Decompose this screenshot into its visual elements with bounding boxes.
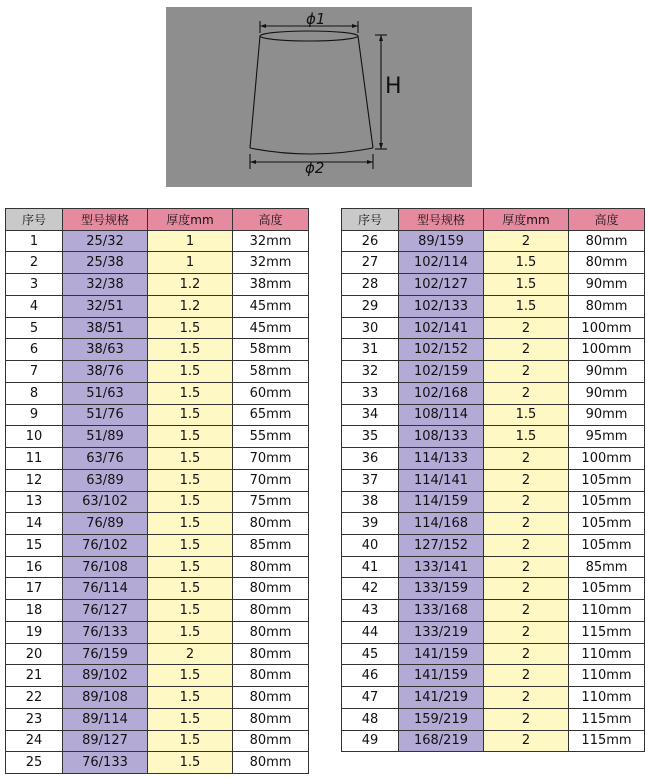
cell-index: 9 bbox=[6, 404, 63, 426]
cell-height: 100mm bbox=[569, 339, 645, 361]
cell-height: 58mm bbox=[233, 361, 309, 383]
cell-model: 38/76 bbox=[63, 361, 148, 383]
cell-model: 159/219 bbox=[399, 708, 484, 730]
table-row bbox=[6, 426, 309, 448]
cell-index: 41 bbox=[342, 556, 399, 578]
cell-index: 17 bbox=[6, 578, 63, 600]
cell-thickness: 1.5 bbox=[148, 708, 233, 730]
table-row bbox=[342, 469, 645, 491]
cell-model: 141/159 bbox=[399, 665, 484, 687]
table-row bbox=[6, 730, 309, 752]
header-thickness: 厚度mm bbox=[148, 209, 233, 231]
cell-index: 24 bbox=[6, 730, 63, 752]
cell-height: 80mm bbox=[233, 730, 309, 752]
cell-height: 38mm bbox=[233, 274, 309, 296]
cell-height: 90mm bbox=[569, 382, 645, 404]
cell-thickness: 1.5 bbox=[148, 448, 233, 470]
table-row bbox=[6, 339, 309, 361]
table-row bbox=[342, 317, 645, 339]
header-model: 型号规格 bbox=[399, 209, 484, 231]
cell-height: 85mm bbox=[569, 556, 645, 578]
cell-model: 102/159 bbox=[399, 361, 484, 383]
table-row bbox=[6, 317, 309, 339]
cell-height: 105mm bbox=[569, 469, 645, 491]
table-row bbox=[6, 513, 309, 535]
table-row bbox=[6, 491, 309, 513]
cell-index: 22 bbox=[6, 687, 63, 709]
cell-model: 108/114 bbox=[399, 404, 484, 426]
cell-thickness: 2 bbox=[484, 665, 569, 687]
cell-index: 36 bbox=[342, 448, 399, 470]
cell-height: 80mm bbox=[233, 621, 309, 643]
cell-model: 102/114 bbox=[399, 252, 484, 274]
cell-model: 51/89 bbox=[63, 426, 148, 448]
cell-height: 85mm bbox=[233, 535, 309, 557]
table-row bbox=[342, 448, 645, 470]
cell-index: 30 bbox=[342, 317, 399, 339]
table-row bbox=[342, 556, 645, 578]
cell-model: 25/32 bbox=[63, 230, 148, 252]
cell-model: 133/168 bbox=[399, 600, 484, 622]
cell-height: 105mm bbox=[569, 491, 645, 513]
cell-height: 115mm bbox=[569, 730, 645, 752]
cell-model: 133/219 bbox=[399, 621, 484, 643]
cell-model: 89/102 bbox=[63, 665, 148, 687]
table-row bbox=[342, 404, 645, 426]
table-row bbox=[6, 382, 309, 404]
cell-index: 49 bbox=[342, 730, 399, 752]
cell-thickness: 2 bbox=[484, 535, 569, 557]
cell-model: 76/108 bbox=[63, 556, 148, 578]
cell-thickness: 2 bbox=[484, 230, 569, 252]
cell-height: 80mm bbox=[233, 687, 309, 709]
cell-height: 70mm bbox=[233, 469, 309, 491]
cell-index: 23 bbox=[6, 708, 63, 730]
table-row bbox=[6, 556, 309, 578]
cell-index: 31 bbox=[342, 339, 399, 361]
cell-index: 37 bbox=[342, 469, 399, 491]
cell-index: 48 bbox=[342, 708, 399, 730]
cell-height: 80mm bbox=[233, 708, 309, 730]
cell-height: 80mm bbox=[233, 665, 309, 687]
cell-thickness: 2 bbox=[484, 513, 569, 535]
cell-height: 58mm bbox=[233, 339, 309, 361]
cell-model: 32/51 bbox=[63, 295, 148, 317]
cell-index: 46 bbox=[342, 665, 399, 687]
cell-height: 110mm bbox=[569, 687, 645, 709]
cell-thickness: 1.5 bbox=[148, 469, 233, 491]
cell-thickness: 1.5 bbox=[484, 274, 569, 296]
cell-height: 110mm bbox=[569, 600, 645, 622]
cell-model: 89/114 bbox=[63, 708, 148, 730]
cell-height: 45mm bbox=[233, 317, 309, 339]
cell-thickness: 1.5 bbox=[148, 404, 233, 426]
cell-index: 3 bbox=[6, 274, 63, 296]
cell-height: 70mm bbox=[233, 448, 309, 470]
table-row bbox=[342, 687, 645, 709]
table-row bbox=[342, 274, 645, 296]
cell-model: 38/63 bbox=[63, 339, 148, 361]
spec-table-right-body bbox=[342, 230, 645, 752]
cell-index: 38 bbox=[342, 491, 399, 513]
cell-index: 18 bbox=[6, 600, 63, 622]
cell-height: 80mm bbox=[569, 295, 645, 317]
cell-index: 4 bbox=[6, 295, 63, 317]
cell-model: 102/133 bbox=[399, 295, 484, 317]
spec-table-right bbox=[341, 208, 645, 752]
cell-thickness: 2 bbox=[484, 621, 569, 643]
cell-model: 133/159 bbox=[399, 578, 484, 600]
cell-height: 80mm bbox=[233, 643, 309, 665]
cell-height: 110mm bbox=[569, 643, 645, 665]
cell-height: 115mm bbox=[569, 621, 645, 643]
table-row bbox=[6, 448, 309, 470]
cell-index: 34 bbox=[342, 404, 399, 426]
cell-height: 75mm bbox=[233, 491, 309, 513]
table-row bbox=[6, 274, 309, 296]
header-model: 型号规格 bbox=[63, 209, 148, 231]
cell-thickness: 2 bbox=[484, 643, 569, 665]
cell-index: 29 bbox=[342, 295, 399, 317]
cell-height: 100mm bbox=[569, 448, 645, 470]
cell-index: 28 bbox=[342, 274, 399, 296]
table-row bbox=[342, 621, 645, 643]
cell-index: 7 bbox=[6, 361, 63, 383]
cell-index: 12 bbox=[6, 469, 63, 491]
table-row bbox=[6, 708, 309, 730]
cell-index: 47 bbox=[342, 687, 399, 709]
cell-thickness: 1.5 bbox=[148, 382, 233, 404]
table-row bbox=[342, 708, 645, 730]
cell-height: 105mm bbox=[569, 578, 645, 600]
cell-height: 110mm bbox=[569, 665, 645, 687]
cell-thickness: 1.5 bbox=[148, 556, 233, 578]
cell-thickness: 2 bbox=[484, 448, 569, 470]
cell-thickness: 1.2 bbox=[148, 295, 233, 317]
cell-index: 32 bbox=[342, 361, 399, 383]
table-row bbox=[6, 752, 309, 774]
table-row bbox=[6, 535, 309, 557]
cell-model: 89/108 bbox=[63, 687, 148, 709]
cell-model: 63/102 bbox=[63, 491, 148, 513]
cell-height: 105mm bbox=[569, 513, 645, 535]
diameter-1-label: ϕ1 bbox=[306, 10, 326, 28]
cell-thickness: 1.2 bbox=[148, 274, 233, 296]
cell-index: 16 bbox=[6, 556, 63, 578]
table-row bbox=[6, 665, 309, 687]
table-row bbox=[342, 730, 645, 752]
cell-model: 76/89 bbox=[63, 513, 148, 535]
table-row bbox=[6, 687, 309, 709]
cell-model: 102/168 bbox=[399, 382, 484, 404]
cell-thickness: 1.5 bbox=[148, 535, 233, 557]
cell-model: 76/114 bbox=[63, 578, 148, 600]
header-index: 序号 bbox=[6, 209, 63, 231]
cell-index: 10 bbox=[6, 426, 63, 448]
cell-index: 11 bbox=[6, 448, 63, 470]
cell-thickness: 1.5 bbox=[148, 491, 233, 513]
cell-model: 127/152 bbox=[399, 535, 484, 557]
cell-height: 105mm bbox=[569, 535, 645, 557]
table-row bbox=[6, 230, 309, 252]
cell-model: 102/141 bbox=[399, 317, 484, 339]
spec-table-left bbox=[5, 208, 309, 774]
cell-thickness: 1.5 bbox=[148, 621, 233, 643]
cell-thickness: 2 bbox=[484, 708, 569, 730]
cell-height: 80mm bbox=[233, 556, 309, 578]
header-height: 高度 bbox=[233, 209, 309, 231]
cell-index: 14 bbox=[6, 513, 63, 535]
table-row bbox=[342, 643, 645, 665]
cell-model: 141/219 bbox=[399, 687, 484, 709]
cell-height: 90mm bbox=[569, 404, 645, 426]
height-label: H bbox=[385, 74, 402, 99]
cell-thickness: 1.5 bbox=[484, 426, 569, 448]
cell-thickness: 2 bbox=[484, 317, 569, 339]
table-row bbox=[342, 491, 645, 513]
cell-model: 25/38 bbox=[63, 252, 148, 274]
cell-height: 32mm bbox=[233, 252, 309, 274]
cell-model: 32/38 bbox=[63, 274, 148, 296]
table-row bbox=[342, 426, 645, 448]
cell-height: 80mm bbox=[233, 600, 309, 622]
cell-thickness: 1.5 bbox=[148, 687, 233, 709]
cell-thickness: 2 bbox=[484, 382, 569, 404]
table-row bbox=[6, 578, 309, 600]
cell-thickness: 1.5 bbox=[148, 426, 233, 448]
cell-index: 40 bbox=[342, 535, 399, 557]
cell-height: 80mm bbox=[233, 752, 309, 774]
cell-index: 35 bbox=[342, 426, 399, 448]
cell-index: 15 bbox=[6, 535, 63, 557]
cell-model: 38/51 bbox=[63, 317, 148, 339]
cell-model: 102/152 bbox=[399, 339, 484, 361]
cell-index: 33 bbox=[342, 382, 399, 404]
cell-thickness: 2 bbox=[484, 556, 569, 578]
cell-index: 20 bbox=[6, 643, 63, 665]
cell-model: 89/127 bbox=[63, 730, 148, 752]
cell-thickness: 1 bbox=[148, 252, 233, 274]
cell-height: 95mm bbox=[569, 426, 645, 448]
cell-index: 25 bbox=[6, 752, 63, 774]
cell-model: 76/133 bbox=[63, 752, 148, 774]
cell-thickness: 1.5 bbox=[148, 513, 233, 535]
table-row bbox=[6, 295, 309, 317]
cell-model: 51/76 bbox=[63, 404, 148, 426]
cell-thickness: 1.5 bbox=[484, 295, 569, 317]
cell-model: 141/159 bbox=[399, 643, 484, 665]
table-row bbox=[342, 600, 645, 622]
cell-thickness: 2 bbox=[484, 469, 569, 491]
cell-model: 76/102 bbox=[63, 535, 148, 557]
cell-model: 63/89 bbox=[63, 469, 148, 491]
table-header-row bbox=[342, 209, 645, 231]
cell-model: 114/141 bbox=[399, 469, 484, 491]
cell-thickness: 2 bbox=[148, 643, 233, 665]
cell-thickness: 1.5 bbox=[148, 600, 233, 622]
cell-thickness: 2 bbox=[484, 687, 569, 709]
cell-thickness: 1.5 bbox=[148, 752, 233, 774]
header-index: 序号 bbox=[342, 209, 399, 231]
cell-model: 114/159 bbox=[399, 491, 484, 513]
cell-thickness: 2 bbox=[484, 361, 569, 383]
table-row bbox=[342, 361, 645, 383]
cell-model: 76/159 bbox=[63, 643, 148, 665]
cell-index: 26 bbox=[342, 230, 399, 252]
cell-thickness: 1.5 bbox=[148, 361, 233, 383]
cell-height: 65mm bbox=[233, 404, 309, 426]
table-row bbox=[6, 643, 309, 665]
cell-height: 90mm bbox=[569, 274, 645, 296]
cell-height: 45mm bbox=[233, 295, 309, 317]
cell-index: 39 bbox=[342, 513, 399, 535]
table-row bbox=[342, 230, 645, 252]
cell-model: 108/133 bbox=[399, 426, 484, 448]
table-row bbox=[342, 578, 645, 600]
cell-index: 27 bbox=[342, 252, 399, 274]
cell-index: 42 bbox=[342, 578, 399, 600]
cell-index: 45 bbox=[342, 643, 399, 665]
cell-height: 55mm bbox=[233, 426, 309, 448]
cell-index: 6 bbox=[6, 339, 63, 361]
cell-index: 43 bbox=[342, 600, 399, 622]
table-row bbox=[6, 621, 309, 643]
cell-model: 168/219 bbox=[399, 730, 484, 752]
table-row bbox=[342, 295, 645, 317]
cell-index: 1 bbox=[6, 230, 63, 252]
cell-height: 60mm bbox=[233, 382, 309, 404]
cell-height: 90mm bbox=[569, 361, 645, 383]
cell-index: 2 bbox=[6, 252, 63, 274]
cell-thickness: 1.5 bbox=[484, 252, 569, 274]
table-row bbox=[6, 252, 309, 274]
cell-thickness: 2 bbox=[484, 578, 569, 600]
cell-thickness: 2 bbox=[484, 339, 569, 361]
cell-thickness: 1.5 bbox=[148, 578, 233, 600]
table-row bbox=[6, 404, 309, 426]
table-row bbox=[342, 513, 645, 535]
table-row bbox=[342, 535, 645, 557]
cell-height: 80mm bbox=[233, 513, 309, 535]
cell-thickness: 2 bbox=[484, 600, 569, 622]
cell-model: 63/76 bbox=[63, 448, 148, 470]
dimension-diagram bbox=[166, 7, 472, 187]
header-thickness: 厚度mm bbox=[484, 209, 569, 231]
cell-model: 114/168 bbox=[399, 513, 484, 535]
cell-thickness: 2 bbox=[484, 730, 569, 752]
table-header-row bbox=[6, 209, 309, 231]
cell-height: 32mm bbox=[233, 230, 309, 252]
cell-height: 80mm bbox=[569, 252, 645, 274]
table-row bbox=[6, 469, 309, 491]
cell-model: 114/133 bbox=[399, 448, 484, 470]
cell-height: 115mm bbox=[569, 708, 645, 730]
cell-height: 80mm bbox=[233, 578, 309, 600]
cell-model: 51/63 bbox=[63, 382, 148, 404]
cell-thickness: 1.5 bbox=[484, 404, 569, 426]
cell-index: 8 bbox=[6, 382, 63, 404]
spec-table-left-body bbox=[6, 230, 309, 773]
cell-thickness: 1.5 bbox=[148, 665, 233, 687]
cell-thickness: 1 bbox=[148, 230, 233, 252]
table-row bbox=[6, 361, 309, 383]
cell-model: 102/127 bbox=[399, 274, 484, 296]
cell-thickness: 1.5 bbox=[148, 730, 233, 752]
cell-thickness: 1.5 bbox=[148, 339, 233, 361]
diameter-2-label: ϕ2 bbox=[305, 159, 325, 177]
cell-height: 100mm bbox=[569, 317, 645, 339]
table-row bbox=[342, 339, 645, 361]
cell-index: 44 bbox=[342, 621, 399, 643]
table-row bbox=[342, 252, 645, 274]
header-height: 高度 bbox=[569, 209, 645, 231]
cell-model: 133/141 bbox=[399, 556, 484, 578]
table-row bbox=[342, 382, 645, 404]
cell-thickness: 1.5 bbox=[148, 317, 233, 339]
cell-index: 19 bbox=[6, 621, 63, 643]
cell-index: 21 bbox=[6, 665, 63, 687]
table-row bbox=[342, 665, 645, 687]
table-row bbox=[6, 600, 309, 622]
cell-model: 76/127 bbox=[63, 600, 148, 622]
cell-thickness: 2 bbox=[484, 491, 569, 513]
cell-model: 76/133 bbox=[63, 621, 148, 643]
cell-index: 13 bbox=[6, 491, 63, 513]
cell-index: 5 bbox=[6, 317, 63, 339]
cell-height: 80mm bbox=[569, 230, 645, 252]
cell-model: 89/159 bbox=[399, 230, 484, 252]
